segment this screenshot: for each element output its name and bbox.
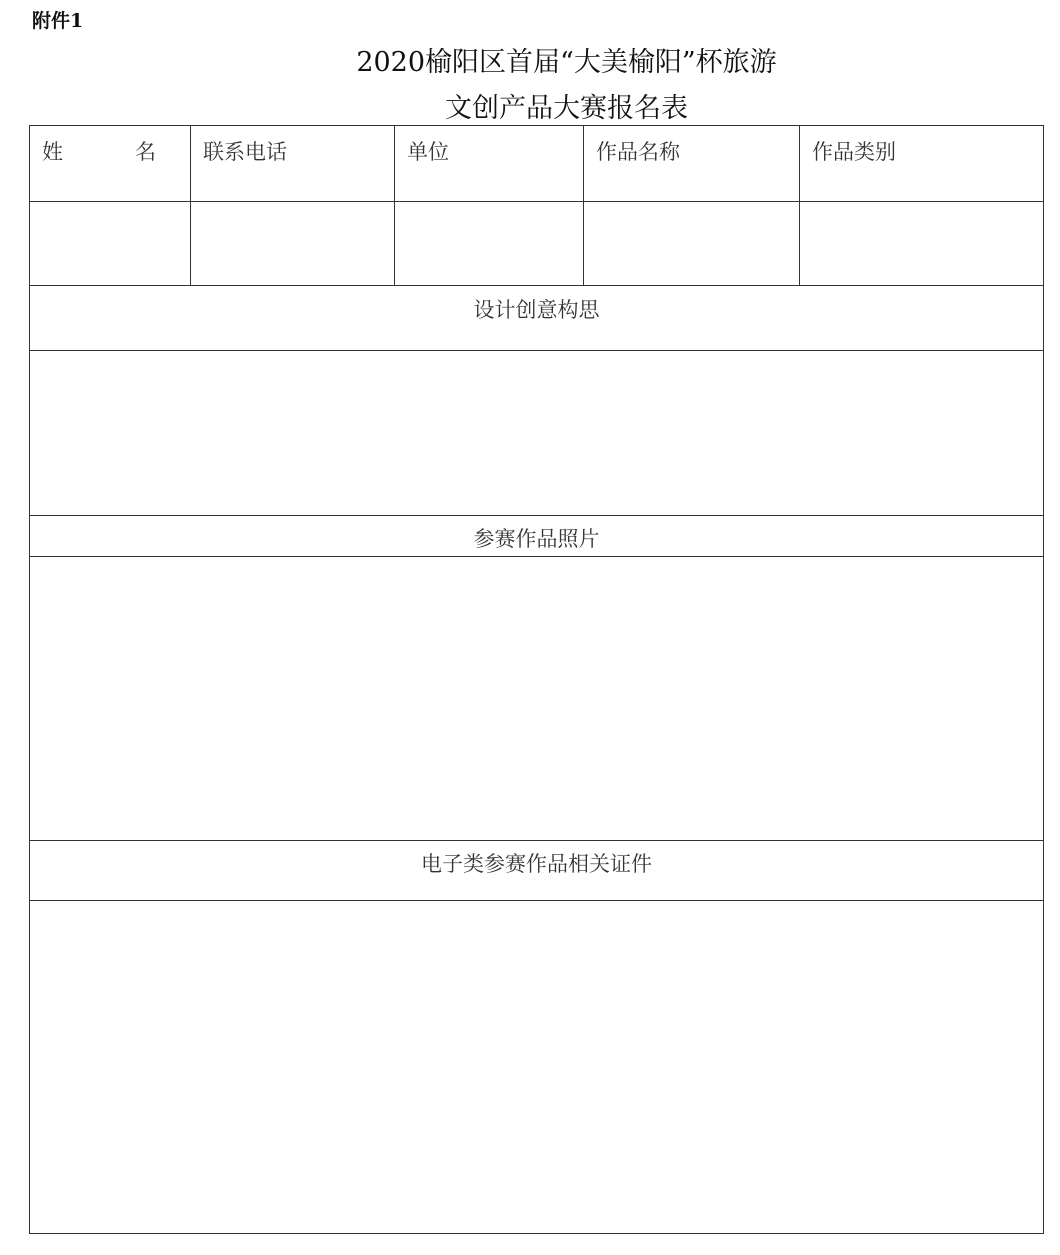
form-title-line-2: 文创产品大赛报名表 [445, 93, 688, 124]
work-photos-area[interactable] [30, 557, 1043, 840]
row-divider [30, 285, 1043, 286]
header-phone: 联系电话 [203, 140, 287, 164]
unit-input-cell[interactable] [395, 201, 583, 285]
electronic-certificates-area[interactable] [30, 901, 1043, 1233]
header-work-category: 作品类别 [812, 140, 896, 164]
row-divider [30, 515, 1043, 516]
form-title-line-1: 2020榆阳区首届“大美榆阳”杯旅游 [356, 47, 777, 78]
header-name-char-1: 姓 [42, 140, 63, 164]
header-name-char-2: 名 [135, 140, 156, 164]
section-electronic-certificates: 电子类参赛作品相关证件 [421, 852, 652, 876]
row-divider [30, 840, 1043, 841]
header-work-name: 作品名称 [596, 140, 680, 164]
section-design-concept: 设计创意构思 [473, 298, 600, 322]
section-work-photos: 参赛作品照片 [473, 527, 600, 551]
design-concept-area[interactable] [30, 351, 1043, 515]
work-name-input-cell[interactable] [584, 201, 799, 285]
work-category-input-cell[interactable] [800, 201, 1044, 285]
header-name [42, 136, 156, 166]
name-input-cell[interactable] [30, 201, 190, 285]
attachment-label: 附件1 [32, 10, 84, 32]
phone-input-cell[interactable] [191, 201, 394, 285]
registration-form-table [29, 125, 1044, 1234]
header-unit: 单位 [407, 140, 449, 164]
